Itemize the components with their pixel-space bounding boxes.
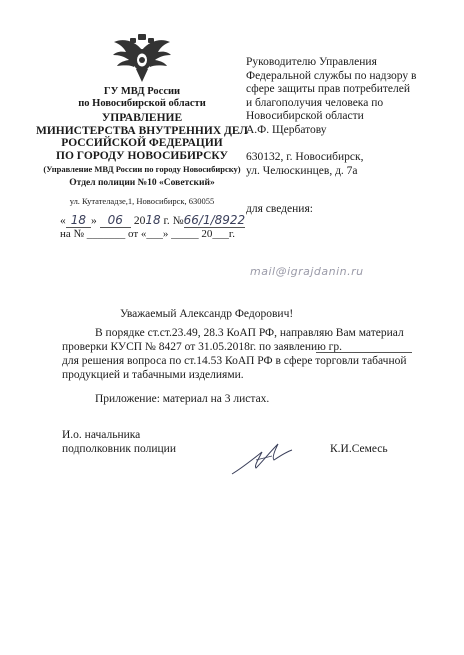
year-prefix: 20 bbox=[130, 215, 146, 227]
division-name: Отдел полиции №10 «Советский» bbox=[69, 178, 215, 188]
recipient-block bbox=[246, 56, 416, 137]
attachment-note: Приложение: материал на 3 листах. bbox=[95, 393, 270, 405]
recipient-line1: Руководителю Управления bbox=[246, 56, 377, 68]
salutation: Уважаемый Александр Федорович! bbox=[120, 308, 294, 320]
outgoing-day: 18 bbox=[66, 213, 91, 228]
date-open-quote: « bbox=[60, 215, 66, 227]
dept-line3: РОССИЙСКОЙ ФЕДЕРАЦИИ bbox=[61, 137, 223, 149]
body-line4: продукцией и табачными изделиями. bbox=[62, 369, 244, 381]
police-emblem-icon bbox=[112, 32, 172, 86]
recipient-address bbox=[246, 151, 363, 178]
email-address: mail@igrajdanin.ru bbox=[250, 265, 364, 278]
body-line3: для решения вопроса по ст.14.53 КоАП РФ в сфере торговли табачной bbox=[62, 355, 407, 367]
org-line1: ГУ МВД России bbox=[103, 86, 181, 97]
recipient-line4: и благополучия человека по bbox=[246, 96, 384, 109]
org-line2: по Новосибирской области bbox=[78, 98, 206, 109]
dept-line4: ПО ГОРОДУ НОВОСИБИРСКУ bbox=[56, 149, 228, 162]
recipient-line2: Федеральной службы по надзору в bbox=[246, 69, 417, 82]
body-line2: проверки КУСП № 8427 от 31.05.2018г. по заявлению гр. bbox=[62, 341, 343, 353]
signatory-title2: подполковник полиции bbox=[62, 443, 176, 455]
dept-line2: МИНИСТЕРСТВА ВНУТРЕННИХ ДЕЛ bbox=[35, 124, 249, 137]
outgoing-year: 18 bbox=[145, 213, 161, 227]
recipient-addr2: ул. Челюскинцев, д. 7а bbox=[246, 164, 358, 177]
redacted-name-line bbox=[316, 352, 412, 353]
department-name bbox=[30, 112, 254, 162]
signatory-title1: И.о. начальника bbox=[62, 429, 141, 441]
outgoing-number: 66/1/8922 bbox=[183, 213, 246, 227]
number-label: г. № bbox=[160, 215, 184, 227]
reply-to-line: на № _______ от «___» _____ 20___г. bbox=[60, 228, 235, 240]
outgoing-ref bbox=[60, 213, 245, 227]
division-address: ул. Кутателадзе,1, Новосибирск, 630055 bbox=[69, 196, 215, 206]
org-name bbox=[30, 86, 254, 110]
body-line1: В порядке ст.ст.23.49, 28.3 КоАП РФ, направляю Вам материал bbox=[95, 327, 404, 339]
recipient-line3: сфере защиты прав потребителей bbox=[246, 83, 411, 95]
dept-short: (Управление МВД России по городу Новосибирску) bbox=[43, 164, 241, 174]
date-close-quote: » bbox=[91, 215, 100, 227]
dept-line1: УПРАВЛЕНИЕ bbox=[101, 112, 183, 124]
outgoing-month: 06 bbox=[100, 213, 131, 228]
recipient-name: А.Ф. Щербатову bbox=[246, 123, 327, 136]
signatory-name: К.И.Семесь bbox=[330, 443, 388, 455]
recipient-line5: Новосибирской области bbox=[246, 110, 364, 122]
info-label: для сведения: bbox=[246, 203, 313, 215]
recipient-addr1: 630132, г. Новосибирск, bbox=[246, 151, 364, 163]
handwritten-signature bbox=[228, 438, 296, 478]
